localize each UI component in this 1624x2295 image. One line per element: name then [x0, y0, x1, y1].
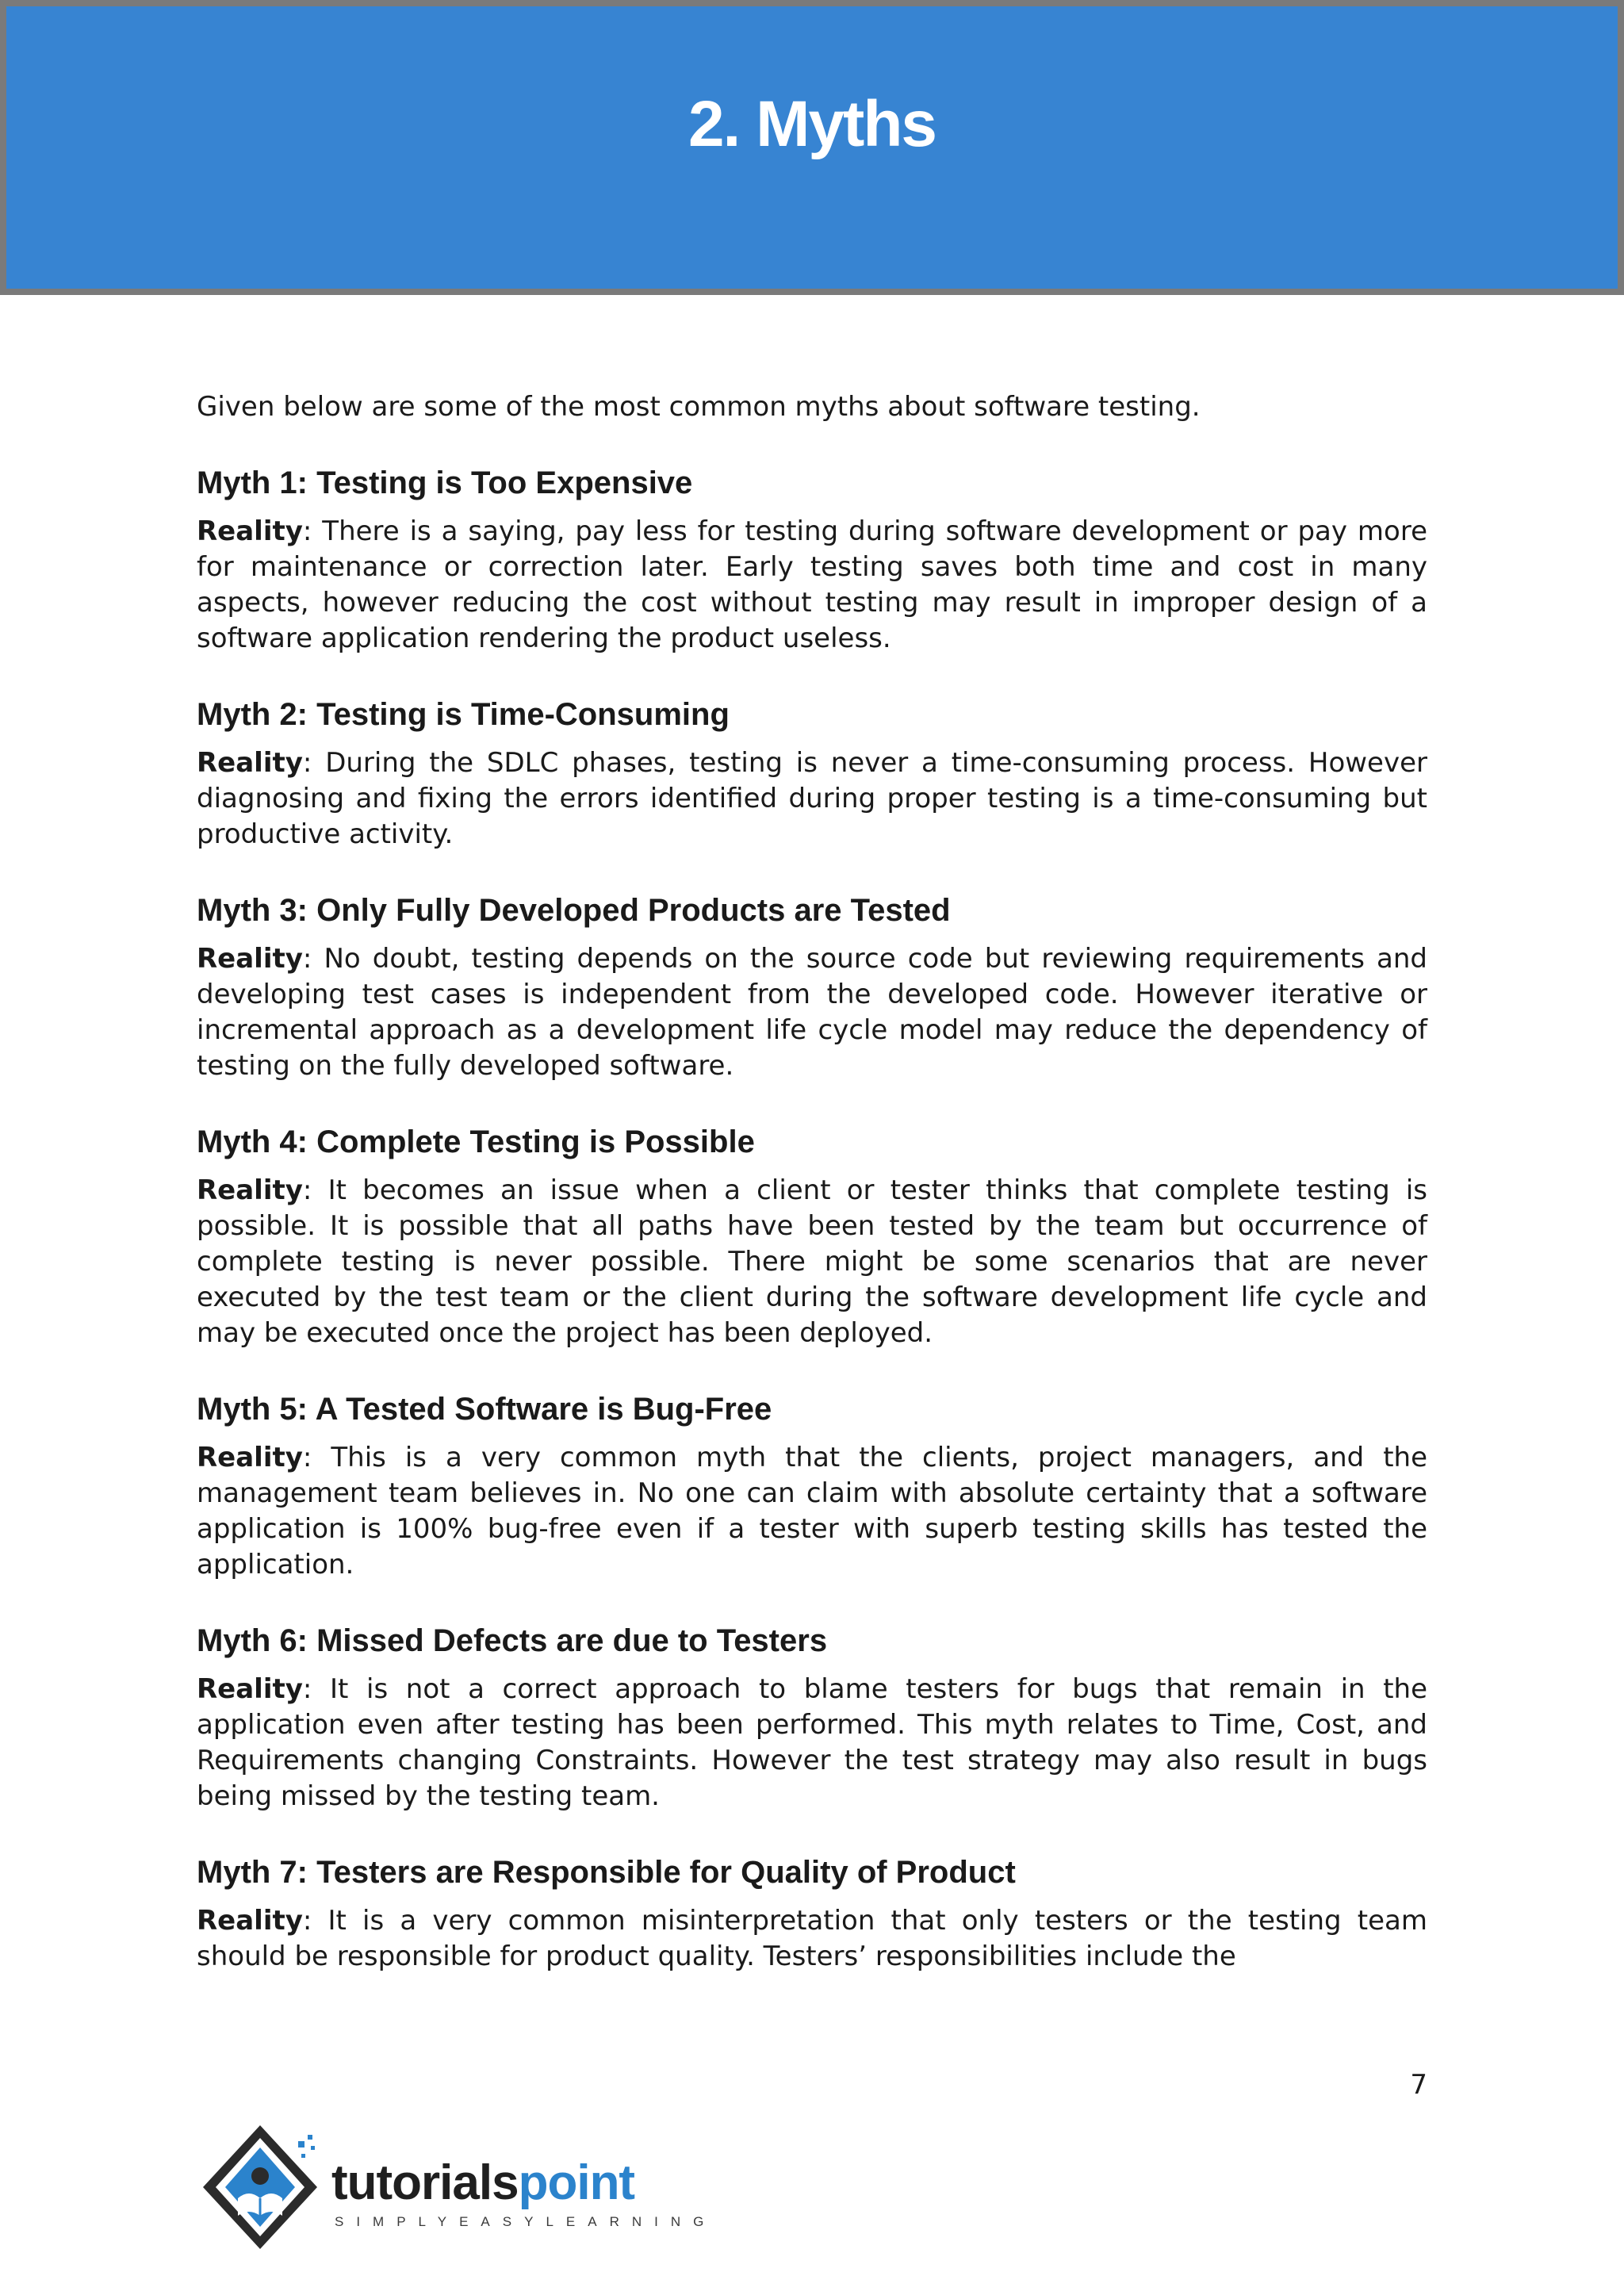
reality-label: Reality	[197, 1442, 303, 1473]
myth-reality-paragraph: Reality: It is a very common misinterpretation that only testers or the testing team should be responsible for product quality. Testers’ responsibilities include the	[197, 1905, 1427, 1972]
chapter-title: 2. Myths	[688, 88, 936, 160]
myth-heading: Myth 2: Testing is Time-Consuming	[197, 697, 730, 732]
tutorialspoint-logo-icon	[197, 2119, 331, 2270]
myth-heading: Myth 1: Testing is Too Expensive	[197, 466, 693, 500]
reality-text: It is a very common misinterpretation that only testers or the testing team should be responsible for product quality. Testers’ responsibilities include the	[197, 1905, 1427, 1972]
reality-text: During the SDLC phases, testing is never a time-consuming process. However diagnosing and fixing the errors identified during proper testing is a time-consuming but productive activity.	[197, 747, 1427, 850]
tutorialspoint-logo	[197, 2119, 717, 2270]
reality-label: Reality	[197, 943, 303, 975]
logo-word-point: point	[518, 2155, 635, 2210]
logo-word-tutorials: tutorials	[331, 2155, 519, 2210]
myth-reality-paragraph: Reality: There is a saying, pay less for testing during software development or pay more for maintenance or correction later. Early testing saves both time and cost in many aspects, however reducing the cost without testing may result in improper design of a software application rendering the product useless.	[197, 515, 1427, 654]
myth-section-4	[197, 1122, 1427, 1351]
logo-wordmark	[331, 2155, 635, 2210]
reality-text: It is not a correct approach to blame testers for bugs that remain in the application even after testing has been performed. This myth relates to Time, Cost, and Requirements changing Constraints. However the test strategy may also result in bugs being missed by the testing team.	[197, 1673, 1428, 1812]
reality-text: No doubt, testing depends on the source code but reviewing requirements and developing test cases is independent from the developed code. However iterative or incremental approach as a development life cycle model may reduce the dependency of testing on the fully developed software.	[197, 943, 1427, 1082]
page-number: 7	[1410, 2069, 1427, 2101]
myth-section-1	[197, 463, 1427, 657]
myth-section-5	[197, 1389, 1427, 1583]
myth-heading: Myth 7: Testers are Responsible for Quality of Product	[197, 1855, 1016, 1890]
myth-section-2	[197, 695, 1427, 852]
reality-label: Reality	[197, 1673, 303, 1705]
chapter-header-banner	[0, 0, 1624, 295]
myth-reality-paragraph: Reality: During the SDLC phases, testing is never a time-consuming process. However diagnosing and fixing the errors identified during proper testing is a time-consuming but productive activity.	[197, 747, 1427, 850]
myth-reality-paragraph: Reality: No doubt, testing depends on the source code but reviewing requirements and developing test cases is independent from the developed code. However iterative or incremental approach as a development life cycle model may reduce the dependency of testing on the fully developed software.	[197, 943, 1427, 1082]
reality-label: Reality	[197, 515, 303, 547]
myth-reality-paragraph: Reality: It becomes an issue when a client or tester thinks that complete testing is possible. It is possible that all paths have been tested by the team but occurrence of complete testing is never possible. There might be some scenarios that are never executed by the test team or the client during the software development life cycle and may be executed once the project has been deployed.	[197, 1174, 1428, 1349]
myth-reality-paragraph: Reality: It is not a correct approach to blame testers for bugs that remain in the application even after testing has been performed. This myth relates to Time, Cost, and Requirements changing Constraints. However the test strategy may also result in bugs being missed by the testing team.	[197, 1673, 1428, 1812]
myth-heading: Myth 6: Missed Defects are due to Testers	[197, 1623, 828, 1658]
reality-label: Reality	[197, 1905, 303, 1937]
myth-heading: Myth 5: A Tested Software is Bug-Free	[197, 1392, 772, 1427]
myth-section-3	[197, 891, 1427, 1084]
reality-text: It becomes an issue when a client or tester thinks that complete testing is possible. It is possible that all paths have been tested by the team but occurrence of complete testing is never possible. There might be some scenarios that are never executed by the test team or the client during the software development life cycle and may be executed once the project has been deployed.	[197, 1174, 1428, 1349]
myth-heading: Myth 3: Only Fully Developed Products are Tested	[197, 893, 951, 928]
myth-section-6	[197, 1621, 1427, 1814]
myth-heading: Myth 4: Complete Testing is Possible	[197, 1125, 755, 1159]
reality-label: Reality	[197, 747, 303, 779]
myth-reality-paragraph: Reality: This is a very common myth that the clients, project managers, and the management team believes in. No one can claim with absolute certainty that a software application is 100% bug-free even if a tester with superb testing skills has tested the application.	[197, 1442, 1427, 1580]
reality-text: This is a very common myth that the clients, project managers, and the management team believes in. No one can claim with absolute certainty that a software application is 100% bug-free even if a tester with superb testing skills has tested the application.	[197, 1442, 1427, 1580]
reality-label: Reality	[197, 1174, 303, 1206]
myth-section-7	[197, 1852, 1427, 1975]
intro-paragraph: Given below are some of the most common myths about software testing.	[197, 391, 1201, 423]
page-content	[197, 389, 1427, 2013]
logo-tagline: SIMPLYEASYLEARNING	[335, 2214, 717, 2229]
reality-text: There is a saying, pay less for testing during software development or pay more for maintenance or correction later. Early testing saves both time and cost in many aspects, however reducing the cost without testing may result in improper design of a software application rendering the product useless.	[197, 515, 1427, 654]
